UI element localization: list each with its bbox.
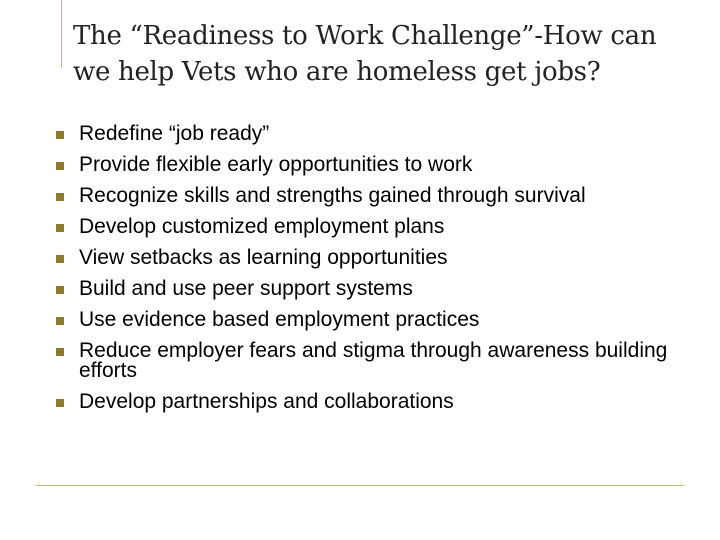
slide-title: The “Readiness to Work Challenge”-How can we help Vets who are homeless get jobs? <box>73 21 657 87</box>
bullet-text: Reduce employer fears and stigma through awareness building efforts <box>79 338 668 382</box>
bullet-item <box>56 304 676 335</box>
bullet-text: Build and use peer support systems <box>79 276 413 300</box>
bullet-text: Develop customized employment plans <box>79 214 445 238</box>
square-bullet-icon <box>56 348 64 356</box>
bullet-text: Redefine “job ready” <box>79 121 270 145</box>
bullet-text: Use evidence based employment practices <box>79 307 480 331</box>
square-bullet-icon <box>56 286 64 294</box>
square-bullet-icon <box>56 162 64 170</box>
bullet-item <box>56 118 676 149</box>
title-accent-line <box>61 0 62 68</box>
bullet-item <box>56 386 676 417</box>
bullet-item <box>56 335 676 386</box>
square-bullet-icon <box>56 193 64 201</box>
bullet-item <box>56 211 676 242</box>
bullet-text: Develop partnerships and collaborations <box>79 389 454 413</box>
square-bullet-icon <box>56 255 64 263</box>
bottom-divider <box>36 485 684 486</box>
bullet-list <box>56 118 676 417</box>
bullet-item <box>56 273 676 304</box>
square-bullet-icon <box>56 317 64 325</box>
square-bullet-icon <box>56 399 64 407</box>
bullet-item <box>56 180 676 211</box>
square-bullet-icon <box>56 224 64 232</box>
bullet-text: Recognize skills and strengths gained through survival <box>79 183 586 207</box>
bullet-item <box>56 242 676 273</box>
bullet-text: View setbacks as learning opportunities <box>79 245 448 269</box>
square-bullet-icon <box>56 131 64 139</box>
bullet-text: Provide flexible early opportunities to work <box>79 152 473 176</box>
bullet-item <box>56 149 676 180</box>
